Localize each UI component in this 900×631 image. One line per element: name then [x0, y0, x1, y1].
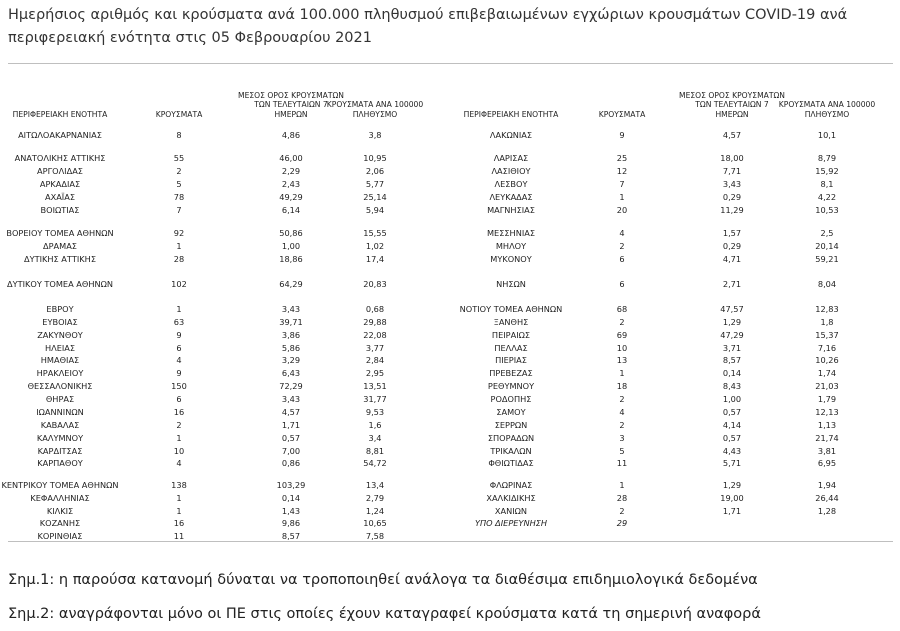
left-cell-avg7: 8,57: [281, 531, 301, 541]
right-cell-cases: 2: [619, 506, 625, 516]
left-cell-region: ΖΑΚΥΝΘΟΥ: [37, 330, 83, 340]
left-cell-avg7: 1,00: [281, 241, 301, 251]
left-cell-per100k: 3,4: [368, 433, 382, 443]
table-bottom-rule: [8, 541, 893, 542]
right-cell-avg7: 0,29: [722, 241, 742, 251]
left-cell-per100k: 17,4: [365, 254, 385, 264]
left-header-region: ΠΕΡΙΦΕΡΕΙΑΚΗ ΕΝΟΤΗΤΑ: [12, 109, 108, 119]
right-cell-cases: 25: [616, 153, 628, 163]
left-cell-avg7: 39,71: [279, 317, 303, 327]
right-cell-region: ΠΡΕΒΕΖΑΣ: [489, 368, 533, 378]
left-cell-region: ΑΡΚΑΔΙΑΣ: [39, 179, 81, 189]
right-cell-cases: 10: [616, 343, 628, 353]
left-cell-avg7: 0,86: [281, 458, 301, 468]
left-cell-per100k: 1,6: [368, 420, 382, 430]
left-cell-per100k: 5,94: [365, 205, 385, 215]
left-cell-cases: 11: [173, 531, 185, 541]
right-cell-avg7: 5,71: [722, 458, 742, 468]
left-cell-cases: 16: [173, 518, 185, 528]
right-cell-cases: 5: [619, 446, 625, 456]
right-cell-cases: 9: [619, 130, 625, 140]
right-cell-cases: 1: [619, 480, 625, 490]
right-cell-region: ΝΟΤΙΟΥ ΤΟΜΕΑ ΑΘΗΝΩΝ: [459, 304, 563, 314]
left-cell-avg7: 0,57: [281, 433, 301, 443]
left-cell-region: ΗΡΑΚΛΕΙΟΥ: [36, 368, 84, 378]
right-cell-cases: 2: [619, 317, 625, 327]
right-cell-region: ΥΠΟ ΔΙΕΡΕΥΝΗΣΗ: [474, 518, 548, 528]
left-cell-avg7: 0,14: [281, 493, 301, 503]
left-cell-avg7: 2,29: [281, 166, 301, 176]
right-cell-per100k: 7,16: [817, 343, 837, 353]
left-cell-per100k: 10,95: [363, 153, 387, 163]
right-cell-per100k: 21,03: [815, 381, 839, 391]
right-cell-cases: 6: [619, 279, 625, 289]
left-cell-cases: 102: [171, 279, 187, 289]
left-cell-per100k: 13,51: [363, 381, 387, 391]
left-cell-per100k: 0,68: [365, 304, 385, 314]
left-cell-region: ΚΑΡΠΑΘΟΥ: [37, 458, 83, 468]
left-cell-per100k: 1,24: [365, 506, 385, 516]
right-cell-per100k: 2,5: [820, 228, 834, 238]
right-cell-cases: 7: [619, 179, 625, 189]
right-cell-per100k: 12,83: [815, 304, 839, 314]
left-cell-per100k: 20,83: [363, 279, 387, 289]
left-cell-per100k: 3,77: [365, 343, 385, 353]
right-cell-avg7: 1,29: [722, 480, 742, 490]
left-cell-cases: 55: [173, 153, 185, 163]
left-cell-region: ΚΕΝΤΡΙΚΟΥ ΤΟΜΕΑ ΑΘΗΝΩΝ: [1, 480, 119, 490]
left-cell-avg7: 3,86: [281, 330, 301, 340]
right-cell-per100k: 10,53: [815, 205, 839, 215]
right-cell-per100k: 3,81: [817, 446, 837, 456]
right-cell-per100k: 1,13: [817, 420, 837, 430]
left-cell-cases: 2: [176, 420, 182, 430]
left-cell-per100k: 2,95: [365, 368, 385, 378]
left-cell-per100k: 2,84: [365, 355, 385, 365]
right-cell-per100k: 1,79: [817, 394, 837, 404]
right-cell-region: ΡΕΘΥΜΝΟΥ: [487, 381, 535, 391]
left-cell-cases: 7: [176, 205, 182, 215]
left-cell-cases: 16: [173, 407, 185, 417]
right-cell-per100k: 10,1: [817, 130, 837, 140]
left-cell-avg7: 3,43: [281, 394, 301, 404]
left-cell-per100k: 3,8: [368, 130, 382, 140]
right-cell-per100k: 8,79: [817, 153, 837, 163]
left-header-per100k: ΚΡΟΥΣΜΑΤΑ ΑΝΑ 100000: [326, 100, 424, 109]
right-cell-avg7: 7,71: [722, 166, 742, 176]
right-cell-region: ΣΠΟΡΑΔΩΝ: [487, 433, 535, 443]
left-header-avg7: ΤΩΝ ΤΕΛΕΥΤΑΙΩΝ 7: [254, 100, 328, 109]
right-cell-cases: 69: [616, 330, 628, 340]
right-cell-region: ΣΑΜΟΥ: [496, 407, 526, 417]
left-cell-region: ΗΛΕΙΑΣ: [44, 343, 76, 353]
left-cell-per100k: 1,02: [365, 241, 385, 251]
right-cell-region: ΛΕΥΚΑΔΑΣ: [489, 192, 533, 202]
left-cell-cases: 1: [176, 506, 182, 516]
right-cell-avg7: 0,57: [722, 433, 742, 443]
right-cell-cases: 1: [619, 368, 625, 378]
left-cell-cases: 28: [173, 254, 185, 264]
right-cell-region: ΠΕΙΡΑΙΩΣ: [491, 330, 531, 340]
right-cell-region: ΠΙΕΡΙΑΣ: [495, 355, 527, 365]
right-cell-avg7: 0,57: [722, 407, 742, 417]
right-cell-per100k: 15,92: [815, 166, 839, 176]
left-header-avg7: ΜΕΣΟΣ ΟΡΟΣ ΚΡΟΥΣΜΑΤΩΝ: [238, 90, 344, 100]
right-cell-region: ΜΥΚΟΝΟΥ: [490, 254, 532, 264]
right-cell-region: ΠΕΛΛΑΣ: [494, 343, 528, 353]
right-header-cases: ΚΡΟΥΣΜΑΤΑ: [598, 109, 646, 119]
right-cell-avg7: 2,71: [722, 279, 742, 289]
right-cell-avg7: 8,43: [722, 381, 742, 391]
left-cell-avg7: 5,86: [281, 343, 301, 353]
left-cell-cases: 1: [176, 493, 182, 503]
left-cell-region: ΘΗΡΑΣ: [45, 394, 75, 404]
right-cell-region: ΞΑΝΘΗΣ: [493, 317, 529, 327]
right-cell-per100k: 15,37: [815, 330, 839, 340]
right-cell-cases: 29: [616, 518, 628, 528]
right-cell-per100k: 1,94: [817, 480, 837, 490]
left-cell-region: ΚΙΛΚΙΣ: [46, 506, 74, 516]
left-cell-per100k: 2,79: [365, 493, 385, 503]
left-cell-cases: 5: [176, 179, 182, 189]
left-cell-per100k: 2,06: [365, 166, 385, 176]
right-cell-cases: 18: [616, 381, 628, 391]
left-cell-cases: 138: [171, 480, 187, 490]
left-cell-per100k: 7,58: [365, 531, 385, 541]
right-cell-avg7: 47,29: [720, 330, 744, 340]
right-cell-avg7: 1,57: [722, 228, 742, 238]
left-cell-cases: 9: [176, 368, 182, 378]
right-cell-per100k: 21,74: [815, 433, 839, 443]
right-cell-cases: 13: [616, 355, 628, 365]
left-cell-avg7: 1,43: [281, 506, 301, 516]
left-cell-per100k: 22,08: [363, 330, 387, 340]
right-cell-per100k: 59,21: [815, 254, 839, 264]
left-cell-region: ΔΥΤΙΚΟΥ ΤΟΜΕΑ ΑΘΗΝΩΝ: [6, 279, 114, 289]
right-cell-region: ΜΑΓΝΗΣΙΑΣ: [487, 205, 535, 215]
left-header-avg7: ΗΜΕΡΩΝ: [274, 109, 308, 119]
right-cell-avg7: 8,57: [722, 355, 742, 365]
left-cell-region: ΑΙΤΩΛΟΑΚΑΡΝΑΝΙΑΣ: [18, 130, 102, 140]
left-cell-region: ΚΟΡΙΝΘΙΑΣ: [37, 531, 83, 541]
right-cell-per100k: 4,22: [817, 192, 837, 202]
right-cell-avg7: 1,29: [722, 317, 742, 327]
left-cell-region: ΑΝΑΤΟΛΙΚΗΣ ΑΤΤΙΚΗΣ: [14, 153, 106, 163]
left-cell-avg7: 4,86: [281, 130, 301, 140]
left-cell-region: ΚΑΛΥΜΝΟΥ: [36, 433, 84, 443]
right-cell-cases: 11: [616, 458, 628, 468]
left-cell-cases: 1: [176, 304, 182, 314]
right-cell-region: ΤΡΙΚΑΛΩΝ: [490, 446, 532, 456]
right-cell-region: ΜΗΛΟΥ: [495, 241, 527, 251]
right-cell-avg7: 0,14: [722, 368, 742, 378]
left-cell-per100k: 31,77: [363, 394, 387, 404]
right-cell-cases: 68: [616, 304, 628, 314]
left-cell-avg7: 4,57: [281, 407, 301, 417]
left-cell-avg7: 3,43: [281, 304, 301, 314]
right-cell-per100k: 1,8: [820, 317, 834, 327]
left-cell-per100k: 13,4: [365, 480, 385, 490]
left-cell-cases: 2: [176, 166, 182, 176]
right-cell-cases: 6: [619, 254, 625, 264]
right-cell-region: ΦΛΩΡΙΝΑΣ: [489, 480, 533, 490]
left-cell-avg7: 49,29: [279, 192, 303, 202]
left-cell-avg7: 6,14: [281, 205, 301, 215]
left-cell-region: ΑΧΑΪΑΣ: [45, 192, 75, 202]
right-cell-region: ΜΕΣΣΗΝΙΑΣ: [486, 228, 536, 238]
right-cell-region: ΝΗΣΩΝ: [496, 279, 526, 289]
right-cell-avg7: 3,43: [722, 179, 742, 189]
right-header-avg7: ΜΕΣΟΣ ΟΡΟΣ ΚΡΟΥΣΜΑΤΩΝ: [679, 90, 785, 100]
right-cell-cases: 20: [616, 205, 628, 215]
left-cell-per100k: 29,88: [363, 317, 387, 327]
right-cell-avg7: 4,43: [722, 446, 742, 456]
left-cell-cases: 4: [176, 458, 182, 468]
right-cell-avg7: 4,71: [722, 254, 742, 264]
right-header-per100k: ΠΛΗΘΥΣΜΟ: [804, 109, 850, 119]
left-cell-avg7: 50,86: [279, 228, 303, 238]
right-cell-region: ΛΑΣΙΘΙΟΥ: [491, 166, 531, 176]
left-cell-region: ΑΡΓΟΛΙΔΑΣ: [37, 166, 83, 176]
left-cell-cases: 150: [171, 381, 187, 391]
right-header-avg7: ΗΜΕΡΩΝ: [715, 109, 749, 119]
left-cell-avg7: 2,43: [281, 179, 301, 189]
right-cell-avg7: 4,57: [722, 130, 742, 140]
right-cell-region: ΡΟΔΟΠΗΣ: [490, 394, 532, 404]
right-cell-cases: 4: [619, 407, 625, 417]
left-cell-avg7: 103,29: [276, 480, 306, 490]
left-cell-per100k: 8,81: [365, 446, 385, 456]
right-cell-per100k: 8,04: [817, 279, 837, 289]
left-cell-cases: 78: [173, 192, 185, 202]
left-cell-region: ΘΕΣΣΑΛΟΝΙΚΗΣ: [27, 381, 93, 391]
right-cell-per100k: 1,74: [817, 368, 837, 378]
right-cell-avg7: 4,14: [722, 420, 742, 430]
left-cell-avg7: 6,43: [281, 368, 301, 378]
right-cell-cases: 2: [619, 420, 625, 430]
left-cell-avg7: 46,00: [279, 153, 303, 163]
right-cell-region: ΛΕΣΒΟΥ: [494, 179, 528, 189]
right-cell-per100k: 6,95: [817, 458, 837, 468]
left-cell-avg7: 7,00: [281, 446, 301, 456]
left-cell-cases: 10: [173, 446, 185, 456]
left-cell-region: ΚΑΡΔΙΤΣΑΣ: [37, 446, 83, 456]
left-cell-cases: 63: [173, 317, 185, 327]
right-cell-avg7: 18,00: [720, 153, 744, 163]
left-cell-region: ΚΕΦΑΛΛΗΝΙΑΣ: [30, 493, 90, 503]
left-cell-per100k: 54,72: [363, 458, 387, 468]
left-cell-region: ΙΩΑΝΝΙΝΩΝ: [36, 407, 84, 417]
left-header-per100k: ΠΛΗΘΥΣΜΟ: [352, 109, 398, 119]
right-cell-cases: 28: [616, 493, 628, 503]
left-cell-avg7: 3,29: [281, 355, 301, 365]
right-cell-cases: 2: [619, 241, 625, 251]
right-cell-cases: 12: [616, 166, 628, 176]
right-cell-avg7: 47,57: [720, 304, 744, 314]
right-cell-region: ΧΑΝΙΩΝ: [494, 506, 528, 516]
right-cell-avg7: 1,00: [722, 394, 742, 404]
left-cell-cases: 9: [176, 330, 182, 340]
left-cell-cases: 6: [176, 343, 182, 353]
left-cell-avg7: 9,86: [281, 518, 301, 528]
right-cell-per100k: 26,44: [815, 493, 839, 503]
right-cell-region: ΦΘΙΩΤΙΔΑΣ: [488, 458, 534, 468]
left-cell-avg7: 72,29: [279, 381, 303, 391]
right-cell-region: ΣΕΡΡΩΝ: [494, 420, 528, 430]
left-cell-per100k: 15,55: [363, 228, 387, 238]
right-cell-region: ΛΑΡΙΣΑΣ: [493, 153, 529, 163]
left-cell-per100k: 5,77: [365, 179, 385, 189]
right-cell-per100k: 12,13: [815, 407, 839, 417]
right-header-avg7: ΤΩΝ ΤΕΛΕΥΤΑΙΩΝ 7: [695, 100, 769, 109]
left-cell-region: ΚΑΒΑΛΑΣ: [40, 420, 80, 430]
left-header-cases: ΚΡΟΥΣΜΑΤΑ: [155, 109, 203, 119]
left-cell-region: ΗΜΑΘΙΑΣ: [40, 355, 80, 365]
footnote-1: Σημ.1: η παρούσα κατανομή δύναται να τροποποιηθεί ανάλογα τα διαθέσιμα επιδημιολογικά δεδομένα: [8, 572, 758, 588]
left-cell-cases: 6: [176, 394, 182, 404]
left-cell-per100k: 25,14: [363, 192, 387, 202]
left-cell-cases: 1: [176, 433, 182, 443]
left-cell-cases: 4: [176, 355, 182, 365]
right-cell-avg7: 3,71: [722, 343, 742, 353]
page-title: Ημερήσιος αριθμός και κρούσματα ανά 100.000 πληθυσμού επιβεβαιωμένων εγχώριων κρουσμάτων COVID-19 ανά περιφερειακή ενότητα στις 05 Φεβρουαρίου 2021: [8, 7, 848, 46]
left-cell-cases: 8: [176, 130, 182, 140]
footnote-2: Σημ.2: αναγράφονται μόνο οι ΠΕ στις οποίες έχουν καταγραφεί κρούσματα κατά τη σημερινή αναφορά: [8, 606, 761, 622]
left-cell-avg7: 64,29: [279, 279, 303, 289]
right-cell-avg7: 0,29: [722, 192, 742, 202]
right-cell-cases: 3: [619, 433, 625, 443]
right-header-per100k: ΚΡΟΥΣΜΑΤΑ ΑΝΑ 100000: [778, 100, 876, 109]
right-cell-per100k: 20,14: [815, 241, 839, 251]
left-cell-region: ΚΟΖΑΝΗΣ: [39, 518, 81, 528]
left-cell-per100k: 10,65: [363, 518, 387, 528]
right-cell-per100k: 10,26: [815, 355, 839, 365]
right-cell-cases: 1: [619, 192, 625, 202]
right-cell-per100k: 1,28: [817, 506, 837, 516]
right-cell-cases: 2: [619, 394, 625, 404]
left-cell-region: ΔΡΑΜΑΣ: [43, 241, 77, 251]
left-cell-cases: 1: [176, 241, 182, 251]
right-cell-avg7: 19,00: [720, 493, 744, 503]
left-cell-per100k: 9,53: [365, 407, 385, 417]
left-cell-region: ΕΒΡΟΥ: [46, 304, 74, 314]
left-cell-avg7: 18,86: [279, 254, 303, 264]
left-cell-avg7: 1,71: [281, 420, 301, 430]
left-cell-region: ΕΥΒΟΙΑΣ: [42, 317, 78, 327]
right-cell-region: ΛΑΚΩΝΙΑΣ: [489, 130, 533, 140]
left-cell-region: ΒΟΙΩΤΙΑΣ: [40, 205, 80, 215]
right-header-region: ΠΕΡΙΦΕΡΕΙΑΚΗ ΕΝΟΤΗΤΑ: [463, 109, 559, 119]
left-cell-region: ΔΥΤΙΚΗΣ ΑΤΤΙΚΗΣ: [23, 254, 97, 264]
left-cell-region: ΒΟΡΕΙΟΥ ΤΟΜΕΑ ΑΘΗΝΩΝ: [6, 228, 114, 238]
right-cell-per100k: 8,1: [820, 179, 834, 189]
right-cell-avg7: 1,71: [722, 506, 742, 516]
left-cell-cases: 92: [173, 228, 185, 238]
right-cell-avg7: 11,29: [720, 205, 744, 215]
right-cell-cases: 4: [619, 228, 625, 238]
right-cell-region: ΧΑΛΚΙΔΙΚΗΣ: [486, 493, 536, 503]
